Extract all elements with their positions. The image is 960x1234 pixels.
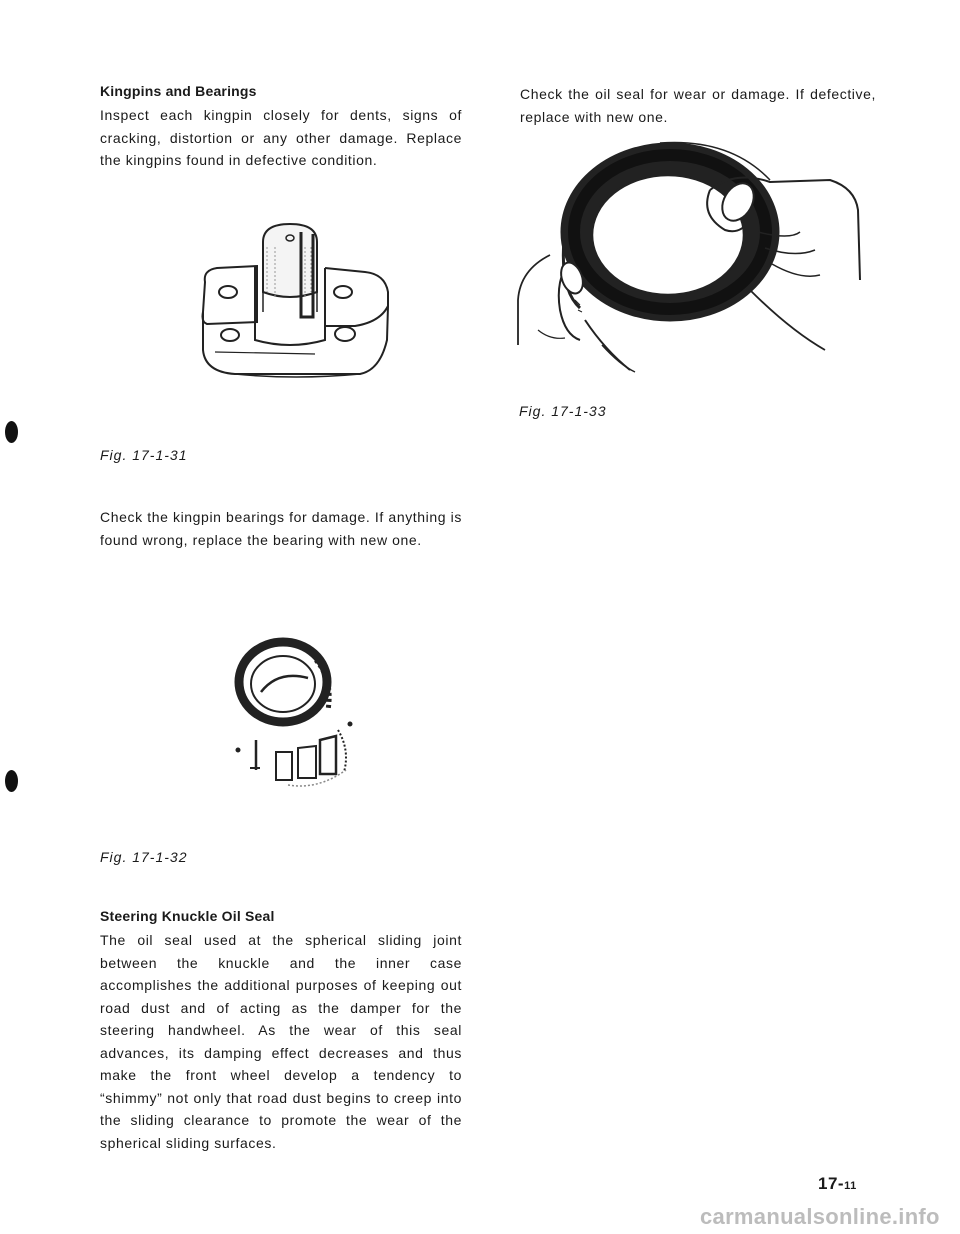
page-number <box>818 1174 857 1194</box>
oil-seal-heading: Steering Knuckle Oil Seal <box>100 908 275 924</box>
fig32-caption: Fig. 17-1-32 <box>100 849 188 865</box>
bearing-illustration <box>228 640 368 790</box>
page-number-main: 17- <box>818 1174 845 1193</box>
fig31-caption: Fig. 17-1-31 <box>100 447 188 463</box>
kingpins-paragraph: Inspect each kingpin closely for dents, signs of cracking, distortion or any other damage. Replace the kingpins found in defective condition. <box>100 107 462 168</box>
binder-hole-bottom <box>5 770 18 792</box>
oil-seal-paragraph: The oil seal used at the spherical sliding joint between the knuckle and the inner case accomplishes the additional purposes of keeping out road dust and of acting as the damper for the steering handwheel. As the wear of this seal advances, its damping effect decreases and thus make the front wheel develop a tendency to “shimmy” not only that road dust begins to creep into the sliding clearance to promote the wear of the spherical sliding surfaces. <box>100 932 462 1151</box>
oil-seal-hands-illustration <box>510 140 870 385</box>
kingpin-illustration <box>195 222 395 382</box>
kingpins-heading: Kingpins and Bearings <box>100 83 257 99</box>
binder-hole-top <box>5 421 18 443</box>
bearings-paragraph: Check the kingpin bearings for damage. If anything is found wrong, replace the bearing with new one. <box>100 509 462 548</box>
watermark: carmanualsonline.info <box>700 1204 940 1229</box>
page-number-sub: 11 <box>844 1180 857 1192</box>
oil-seal-check-paragraph: Check the oil seal for wear or damage. If defective, replace with new one. <box>520 86 876 125</box>
fig33-caption: Fig. 17-1-33 <box>519 403 607 419</box>
